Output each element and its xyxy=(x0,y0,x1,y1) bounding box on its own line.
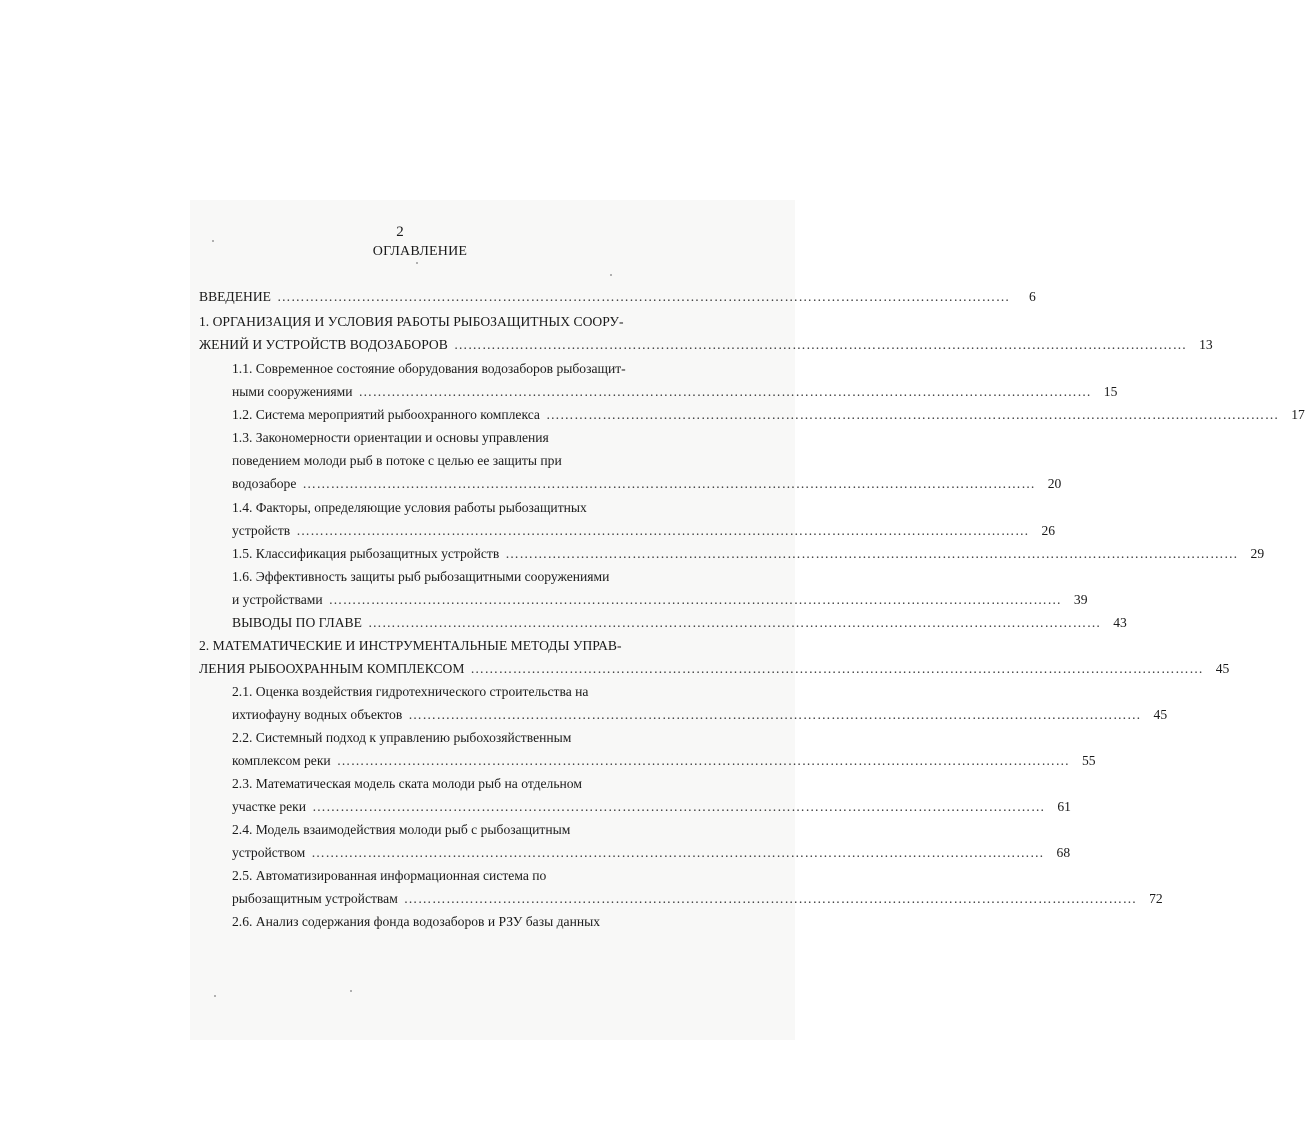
toc-entry-title: 2.2. Системный подход к управлению рыбохозяйственным xyxy=(232,730,572,745)
toc-entry-title: 2.5. Автоматизированная информационная система по xyxy=(232,868,547,883)
page-number: 2 xyxy=(396,224,404,240)
toc-entry xyxy=(199,637,622,655)
toc-entry-title: ВЫВОДЫ ПО ГЛАВЕ xyxy=(232,615,362,630)
toc-entry-page: 61 xyxy=(1057,799,1071,814)
toc-entry-page: 26 xyxy=(1041,523,1056,538)
toc-leader-dots: ………………………………………………………………………………………………………………………………………… xyxy=(358,384,1092,399)
toc-leader-dots: ………………………………………………………………………………………………………………………………………… xyxy=(367,615,1101,630)
toc-subentry xyxy=(232,683,588,701)
toc-leader-dots: ………………………………………………………………………………………………………………………………………… xyxy=(328,592,1062,607)
toc-subentry xyxy=(232,360,626,378)
toc-subentry xyxy=(232,844,1071,862)
toc-entry xyxy=(199,313,624,331)
toc-entry-title: 2.4. Модель взаимодействия молоди рыб с рыбозащитным xyxy=(232,822,571,837)
toc-subentry xyxy=(232,798,1071,816)
toc-entry-title: поведением молоди рыб в потоке с целью ее защиты при xyxy=(232,453,562,468)
toc-leader-dots: ………………………………………………………………………………………………………………………………………… xyxy=(403,891,1137,906)
scan-speck xyxy=(610,274,612,276)
toc-leader-dots: ………………………………………………………………………………………………………………………………………… xyxy=(470,661,1204,676)
toc-subentry xyxy=(232,568,609,586)
toc-entry-title: 1.5. Классификация рыбозащитных устройств xyxy=(232,546,500,561)
toc-entry-title: и устройствами xyxy=(232,592,323,607)
toc-subentry xyxy=(232,752,1096,770)
toc-entry-title: 1.6. Эффективность защиты рыб рыбозащитными сооружениями xyxy=(232,569,610,584)
toc-entry-title: рыбозащитным устройствам xyxy=(232,891,398,906)
toc-entry-page: 45 xyxy=(1153,707,1168,722)
toc-subentry xyxy=(232,821,570,839)
toc-entry-page: 55 xyxy=(1081,753,1096,768)
toc-leader-dots: ………………………………………………………………………………………………………………………………………… xyxy=(276,289,1010,304)
toc-subentry xyxy=(232,729,571,747)
toc-leader-dots: ………………………………………………………………………………………………………………………………………… xyxy=(545,407,1279,422)
toc-entry-title: водозаборе xyxy=(232,476,297,491)
toc-leader-dots: ………………………………………………………………………………………………………………………………………… xyxy=(505,546,1239,561)
toc-entry-title: ными сооружениями xyxy=(232,384,353,399)
toc-leader-dots: ………………………………………………………………………………………………………………………………………… xyxy=(302,476,1036,491)
toc-entry-page: 20 xyxy=(1047,476,1062,491)
toc-subentry xyxy=(232,383,1118,401)
toc-entry-title: 1.1. Современное состояние оборудования водозаборов рыбозащит- xyxy=(232,361,626,376)
toc-entry-title: 2.1. Оценка воздействия гидротехнического строительства на xyxy=(232,684,589,699)
toc-leader-dots: ………………………………………………………………………………………………………………………………………… xyxy=(336,753,1070,768)
toc-entry-title: 2.6. Анализ содержания фонда водозаборов и РЗУ базы данных xyxy=(232,914,601,929)
toc-subentry xyxy=(232,499,587,517)
toc-entry-page: 6 xyxy=(1029,289,1036,304)
toc-subentry xyxy=(232,890,1163,908)
toc-subentry xyxy=(232,867,546,885)
toc-subentry xyxy=(232,614,1127,632)
toc-entry-page: 39 xyxy=(1073,592,1088,607)
scan-speck xyxy=(214,995,216,997)
scan-speck xyxy=(350,990,352,992)
toc-entry-title: комплексом реки xyxy=(232,753,331,768)
toc-entry xyxy=(199,288,1036,306)
toc-entry-title: ЛЕНИЯ РЫБООХРАННЫМ КОМПЛЕКСОМ xyxy=(199,661,465,676)
toc-entry-title: ВВЕДЕНИЕ xyxy=(199,289,271,304)
toc-subentry xyxy=(232,775,582,793)
toc-entry-page: 15 xyxy=(1103,384,1118,399)
toc-entry-page: 13 xyxy=(1199,337,1213,352)
toc-subentry xyxy=(232,475,1062,493)
toc-entry xyxy=(199,660,1230,678)
toc-entry-title: 1. ОРГАНИЗАЦИЯ И УСЛОВИЯ РАБОТЫ РЫБОЗАЩИТНЫХ СООРУ- xyxy=(199,314,624,329)
toc-entry-title: участке реки xyxy=(232,799,307,814)
toc-entry-title: 1.2. Система мероприятий рыбоохранного комплекса xyxy=(232,407,540,422)
toc-leader-dots: ………………………………………………………………………………………………………………………………………… xyxy=(312,799,1045,814)
toc-entry-title: 1.4. Факторы, определяющие условия работы рыбозащитных xyxy=(232,500,587,515)
toc-entry-page: 68 xyxy=(1056,845,1071,860)
toc-leader-dots: ………………………………………………………………………………………………………………………………………… xyxy=(311,845,1045,860)
toc-subentry xyxy=(232,706,1168,724)
toc-subentry xyxy=(232,913,600,931)
toc-subentry xyxy=(232,545,1265,563)
toc-subentry xyxy=(232,522,1056,540)
scan-speck xyxy=(416,262,418,264)
toc-subentry xyxy=(232,591,1088,609)
toc-entry-title: 2. МАТЕМАТИЧЕСКИЕ И ИНСТРУМЕНТАЛЬНЫЕ МЕТОДЫ УПРАВ- xyxy=(199,638,622,653)
toc-entry-title: 2.3. Математическая модель ската молоди рыб на отдельном xyxy=(232,776,582,791)
toc-subentry xyxy=(232,429,549,447)
toc-heading: ОГЛАВЛЕНИЕ xyxy=(372,244,468,259)
toc-entry-title: ихтиофауну водных объектов xyxy=(232,707,403,722)
toc-entry-title: устройств xyxy=(232,523,291,538)
toc-entry-page: 17 xyxy=(1291,407,1305,422)
toc-leader-dots: ………………………………………………………………………………………………………………………………………… xyxy=(296,523,1030,538)
toc-entry-page: 45 xyxy=(1215,661,1230,676)
toc-entry-title: 1.3. Закономерности ориентации и основы управления xyxy=(232,430,549,445)
toc-subentry xyxy=(232,452,562,470)
toc-subentry xyxy=(232,406,1305,424)
toc-entry-title: ЖЕНИЙ И УСТРОЙСТВ ВОДОЗАБОРОВ xyxy=(199,337,448,352)
toc-entry xyxy=(199,336,1213,354)
toc-leader-dots: ………………………………………………………………………………………………………………………………………… xyxy=(408,707,1142,722)
scan-speck xyxy=(212,240,214,242)
toc-entry-title: устройством xyxy=(232,845,306,860)
toc-entry-page: 29 xyxy=(1250,546,1265,561)
toc-leader-dots: ………………………………………………………………………………………………………………………………………… xyxy=(453,337,1187,352)
toc-entry-page: 72 xyxy=(1149,891,1163,906)
toc-entry-page: 43 xyxy=(1113,615,1127,630)
